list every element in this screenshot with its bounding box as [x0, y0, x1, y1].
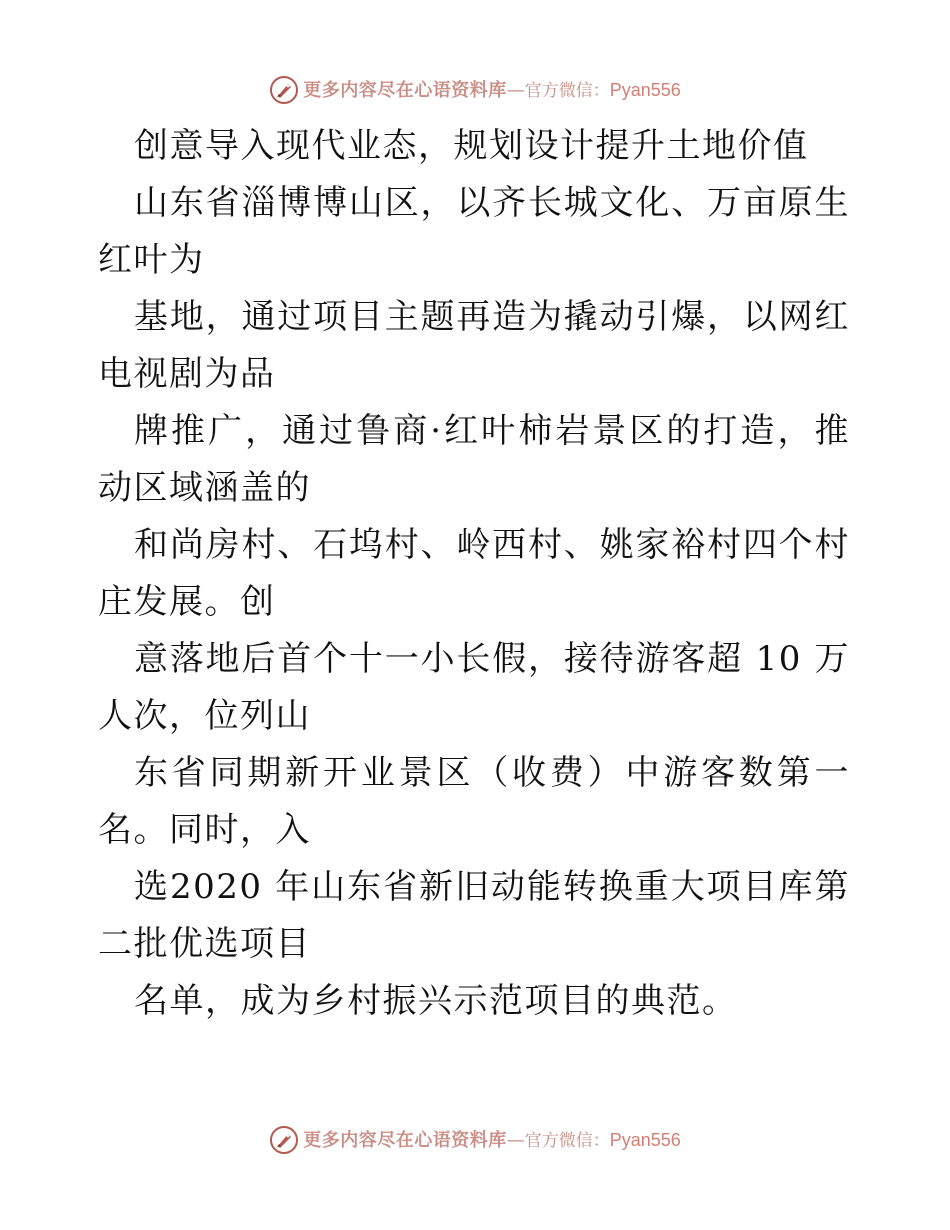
header-banner-dash: —: [506, 79, 525, 101]
body-paragraph: 基地，通过项目主题再造为撬动引爆，以网红电视剧为品: [98, 297, 850, 394]
footer-banner-wechat-id: Pyan556: [609, 1129, 681, 1150]
body-paragraph: 东省同期新开业景区（收费）中游客数第一名。同时，入: [98, 753, 850, 850]
body-paragraph: 牌推广，通过鲁商·红叶柿岩景区的打造，推动区域涵盖的: [98, 411, 850, 508]
body-paragraph: 山东省淄博博山区，以齐长城文化、万亩原生红叶为: [98, 183, 850, 280]
footer-banner-label: 官方微信：: [524, 1130, 610, 1151]
header-banner-main: 更多内容尽在心语资料库: [303, 79, 507, 101]
body-paragraph: 名单，成为乡村振兴示范项目的典范。: [134, 981, 738, 1021]
body-paragraph: 意落地后首个十一小长假，接待游客超 10 万人次，位列山: [98, 639, 850, 736]
footer-banner-main: 更多内容尽在心语资料库: [303, 1129, 507, 1151]
header-banner-text: [303, 81, 681, 100]
footer-banner-dash: —: [506, 1129, 525, 1151]
header-banner-label: 官方微信：: [524, 80, 610, 101]
footer-watermark-banner: [0, 1122, 950, 1158]
header-banner-wechat-id: Pyan556: [609, 79, 681, 100]
fountain-pen-nib-icon: [269, 75, 299, 105]
body-paragraph: 创意导入现代业态，规划设计提升土地价值: [134, 126, 809, 166]
document-body: [98, 118, 850, 1030]
body-paragraph: 和尚房村、石坞村、岭西村、姚家裕村四个村庄发展。创: [98, 525, 850, 622]
body-paragraph: 选2020 年山东省新旧动能转换重大项目库第二批优选项目: [98, 867, 850, 964]
header-watermark-banner: [0, 72, 950, 108]
footer-banner-text: [303, 1131, 681, 1150]
fountain-pen-nib-icon: [269, 1125, 299, 1155]
